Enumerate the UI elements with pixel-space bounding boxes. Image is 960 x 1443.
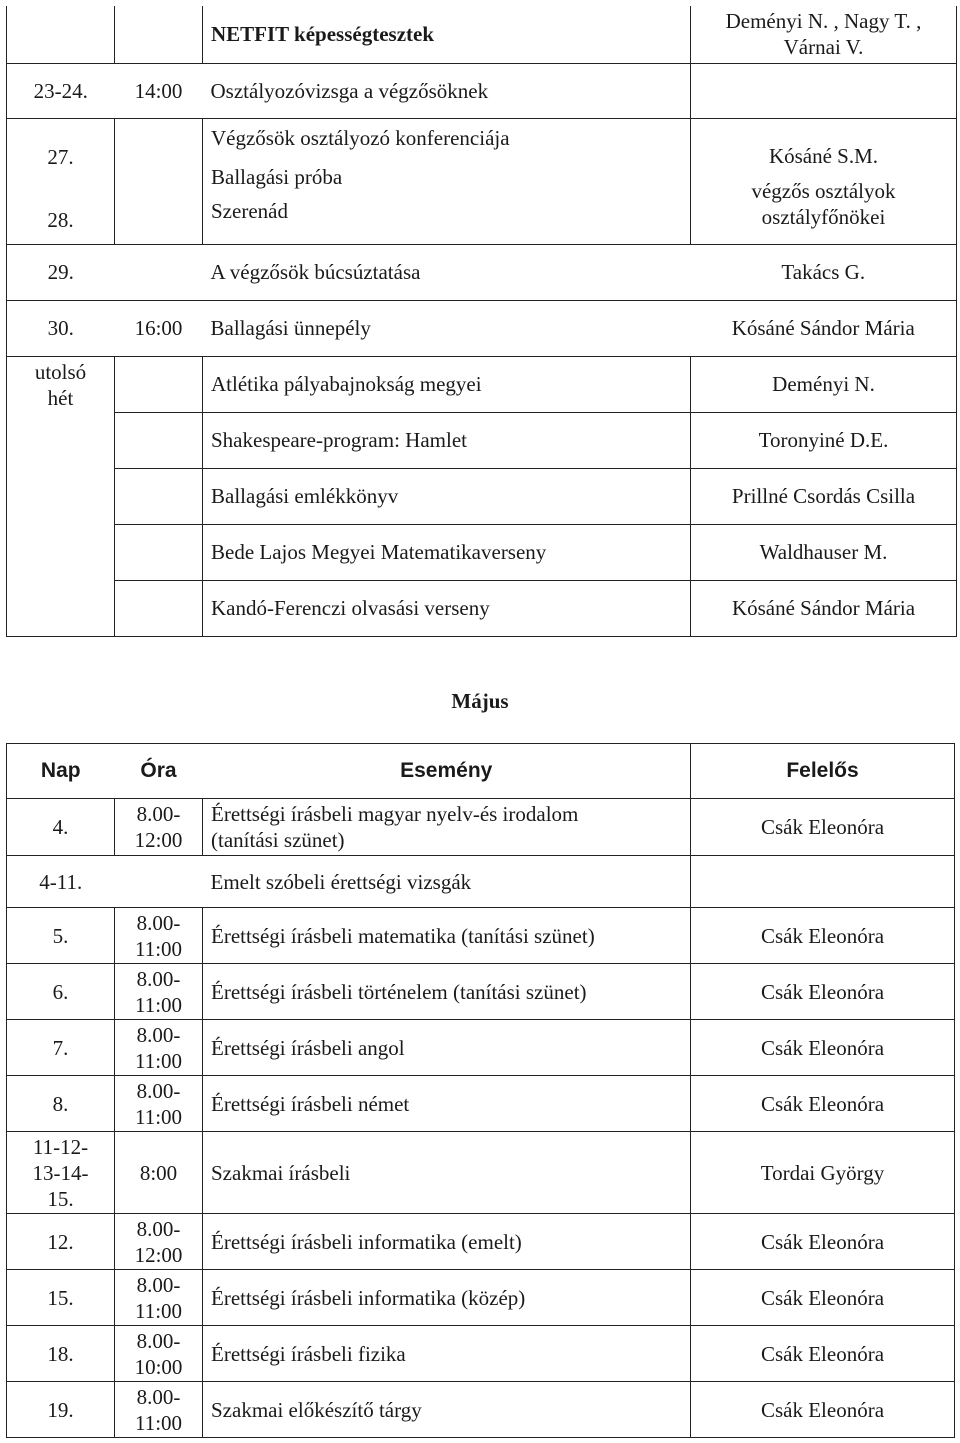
responsible-cell: Csák Eleonóra — [691, 1076, 955, 1132]
event-cell: Ballagási ünnepély — [203, 300, 691, 356]
responsible-cell — [691, 63, 957, 118]
time-line: 11:00 — [134, 1410, 183, 1435]
table-row — [7, 300, 957, 356]
time-line: 8.00- — [136, 1272, 181, 1297]
time-cell — [115, 1020, 203, 1076]
event-cell: Szakmai előkészítő tárgy — [203, 1382, 691, 1438]
table-row — [7, 1132, 955, 1214]
day-cell: 12. — [7, 1214, 115, 1270]
time-cell — [115, 1382, 203, 1438]
time-cell — [115, 1270, 203, 1326]
header-day: Nap — [7, 744, 115, 799]
table-row — [7, 244, 957, 300]
event-cell: Osztályozóvizsga a végzősöknek — [203, 63, 691, 118]
event-cell: Érettségi írásbeli matematika (tanítási szünet) — [203, 908, 691, 964]
event-cell: Bede Lajos Megyei Matematikaverseny — [203, 524, 691, 580]
responsible-cell: Csák Eleonóra — [691, 1020, 955, 1076]
header-time: Óra — [115, 744, 203, 799]
event-cell: Érettségi írásbeli fizika — [203, 1326, 691, 1382]
day-line: 11-12- — [32, 1134, 89, 1159]
event-cell — [203, 799, 691, 856]
time-line: 8.00- — [136, 1216, 181, 1241]
event-cell: Érettségi írásbeli informatika (közép) — [203, 1270, 691, 1326]
table-row — [7, 964, 955, 1020]
event-cell: Végzősök osztályozó konferenciája — [203, 118, 691, 158]
table-row — [7, 1382, 955, 1438]
day-cell: 5. — [7, 908, 115, 964]
responsible-cell: Csák Eleonóra — [691, 1382, 955, 1438]
table-row — [7, 580, 957, 636]
table-header-row — [7, 744, 955, 799]
table-row — [7, 524, 957, 580]
table-row — [7, 908, 955, 964]
table-row — [7, 1326, 955, 1382]
day-cell: 29. — [7, 244, 115, 300]
time-line: 8.00- — [136, 802, 181, 826]
time-line: 11:00 — [134, 1298, 183, 1323]
time-line: 11:00 — [134, 1104, 183, 1129]
responsible-cell: Csák Eleonóra — [691, 799, 955, 856]
time-line: 11:00 — [134, 936, 183, 961]
event-cell: Emelt szóbeli érettségi vizsgák — [203, 856, 691, 908]
responsible-cell: Csák Eleonóra — [691, 1270, 955, 1326]
responsible-cell: Deményi N. — [691, 356, 957, 412]
responsible-cell: Csák Eleonóra — [691, 1214, 955, 1270]
time-line: 12:00 — [134, 828, 183, 852]
schedule-table-top — [6, 6, 957, 637]
table-row — [7, 1214, 955, 1270]
day-cell: 15. — [7, 1270, 115, 1326]
table-row — [7, 1270, 955, 1326]
responsible-cell: Takács G. — [691, 244, 957, 300]
day-line: utolsó — [34, 359, 87, 384]
table-row — [7, 356, 957, 412]
day-cell: 8. — [7, 1076, 115, 1132]
table-row — [7, 799, 955, 856]
time-cell: 8:00 — [115, 1132, 203, 1214]
day-cell: 23-24. — [7, 63, 115, 118]
responsible-cell: Toronyiné D.E. — [691, 412, 957, 468]
time-line: 10:00 — [134, 1354, 183, 1379]
responsible-cell: Waldhauser M. — [691, 524, 957, 580]
event-cell: NETFIT képességtesztek — [203, 6, 691, 63]
event-cell: Ballagási emlékkönyv — [203, 468, 691, 524]
table-row — [7, 856, 955, 908]
responsible-cell: Prillné Csordás Csilla — [691, 468, 957, 524]
responsible-cell: Kósáné Sándor Mária — [691, 300, 957, 356]
event-line: (tanítási szünet) — [211, 828, 345, 852]
event-cell: Szerenád — [203, 196, 691, 244]
table-row — [7, 63, 957, 118]
time-cell — [115, 1214, 203, 1270]
responsible-cell: Csák Eleonóra — [691, 908, 955, 964]
day-line: 15. — [47, 1186, 74, 1211]
responsible-line: osztályfőnökei — [761, 205, 886, 229]
header-event: Esemény — [203, 744, 691, 799]
time-line: 8.00- — [136, 1328, 181, 1353]
day-cell: 7. — [7, 1020, 115, 1076]
table-row — [7, 1076, 955, 1132]
responsible-cell — [691, 6, 957, 63]
day-line: 13-14- — [32, 1160, 89, 1185]
event-cell: Atlétika pályabajnokság megyei — [203, 356, 691, 412]
time-cell — [115, 1076, 203, 1132]
event-cell: Ballagási próba — [203, 158, 691, 196]
event-cell: Érettségi írásbeli informatika (emelt) — [203, 1214, 691, 1270]
day-cell: 4. — [7, 799, 115, 856]
day-cell: 28. — [7, 196, 115, 244]
time-line: 8.00- — [136, 1078, 181, 1103]
time-cell — [115, 1326, 203, 1382]
event-cell: Érettségi írásbeli történelem (tanítási szünet) — [203, 964, 691, 1020]
day-cell — [7, 356, 115, 636]
day-cell: 6. — [7, 964, 115, 1020]
time-line: 11:00 — [134, 1048, 183, 1073]
time-line: 8.00- — [136, 910, 181, 935]
responsible-cell: Kósáné Sándor Mária — [691, 580, 957, 636]
event-cell: Szakmai írásbeli — [203, 1132, 691, 1214]
day-line: hét — [47, 385, 74, 410]
event-cell: Érettségi írásbeli német — [203, 1076, 691, 1132]
day-cell: 27. — [7, 118, 115, 196]
day-cell: 4-11. — [7, 856, 115, 908]
responsible-cell — [691, 118, 957, 244]
responsible-line: Várnai V. — [783, 35, 864, 60]
day-cell: 19. — [7, 1382, 115, 1438]
responsible-line: Deményi N. , Nagy T. , — [725, 9, 922, 34]
event-cell: Shakespeare-program: Hamlet — [203, 412, 691, 468]
table-row — [7, 412, 957, 468]
time-cell — [115, 799, 203, 856]
time-line: 8.00- — [136, 966, 181, 991]
responsible-cell: Tordai György — [691, 1132, 955, 1214]
time-line: 12:00 — [134, 1242, 183, 1267]
responsible-cell: Csák Eleonóra — [691, 964, 955, 1020]
day-cell: 18. — [7, 1326, 115, 1382]
time-cell — [115, 964, 203, 1020]
table-row — [7, 468, 957, 524]
time-line: 11:00 — [134, 992, 183, 1017]
responsible-line: végzős osztályok — [751, 179, 896, 203]
month-title: Május — [451, 689, 509, 713]
header-responsible: Felelős — [691, 744, 955, 799]
time-line: 8.00- — [136, 1384, 181, 1409]
schedule-table-may — [6, 743, 955, 1438]
responsible-line: Kósáné S.M. — [768, 144, 879, 168]
event-line: Érettségi írásbeli magyar nyelv-és irodalom — [211, 802, 579, 826]
table-row — [7, 118, 957, 158]
responsible-cell: Csák Eleonóra — [691, 1326, 955, 1382]
time-cell: 16:00 — [115, 300, 203, 356]
time-cell: 14:00 — [115, 63, 203, 118]
event-cell: A végzősök búcsúztatása — [203, 244, 691, 300]
day-cell: 30. — [7, 300, 115, 356]
event-cell: Érettségi írásbeli angol — [203, 1020, 691, 1076]
table-row — [7, 6, 957, 63]
time-cell — [115, 908, 203, 964]
time-line: 8.00- — [136, 1022, 181, 1047]
table-row — [7, 1020, 955, 1076]
event-cell: Kandó-Ferenczi olvasási verseny — [203, 580, 691, 636]
day-cell — [7, 1132, 115, 1214]
